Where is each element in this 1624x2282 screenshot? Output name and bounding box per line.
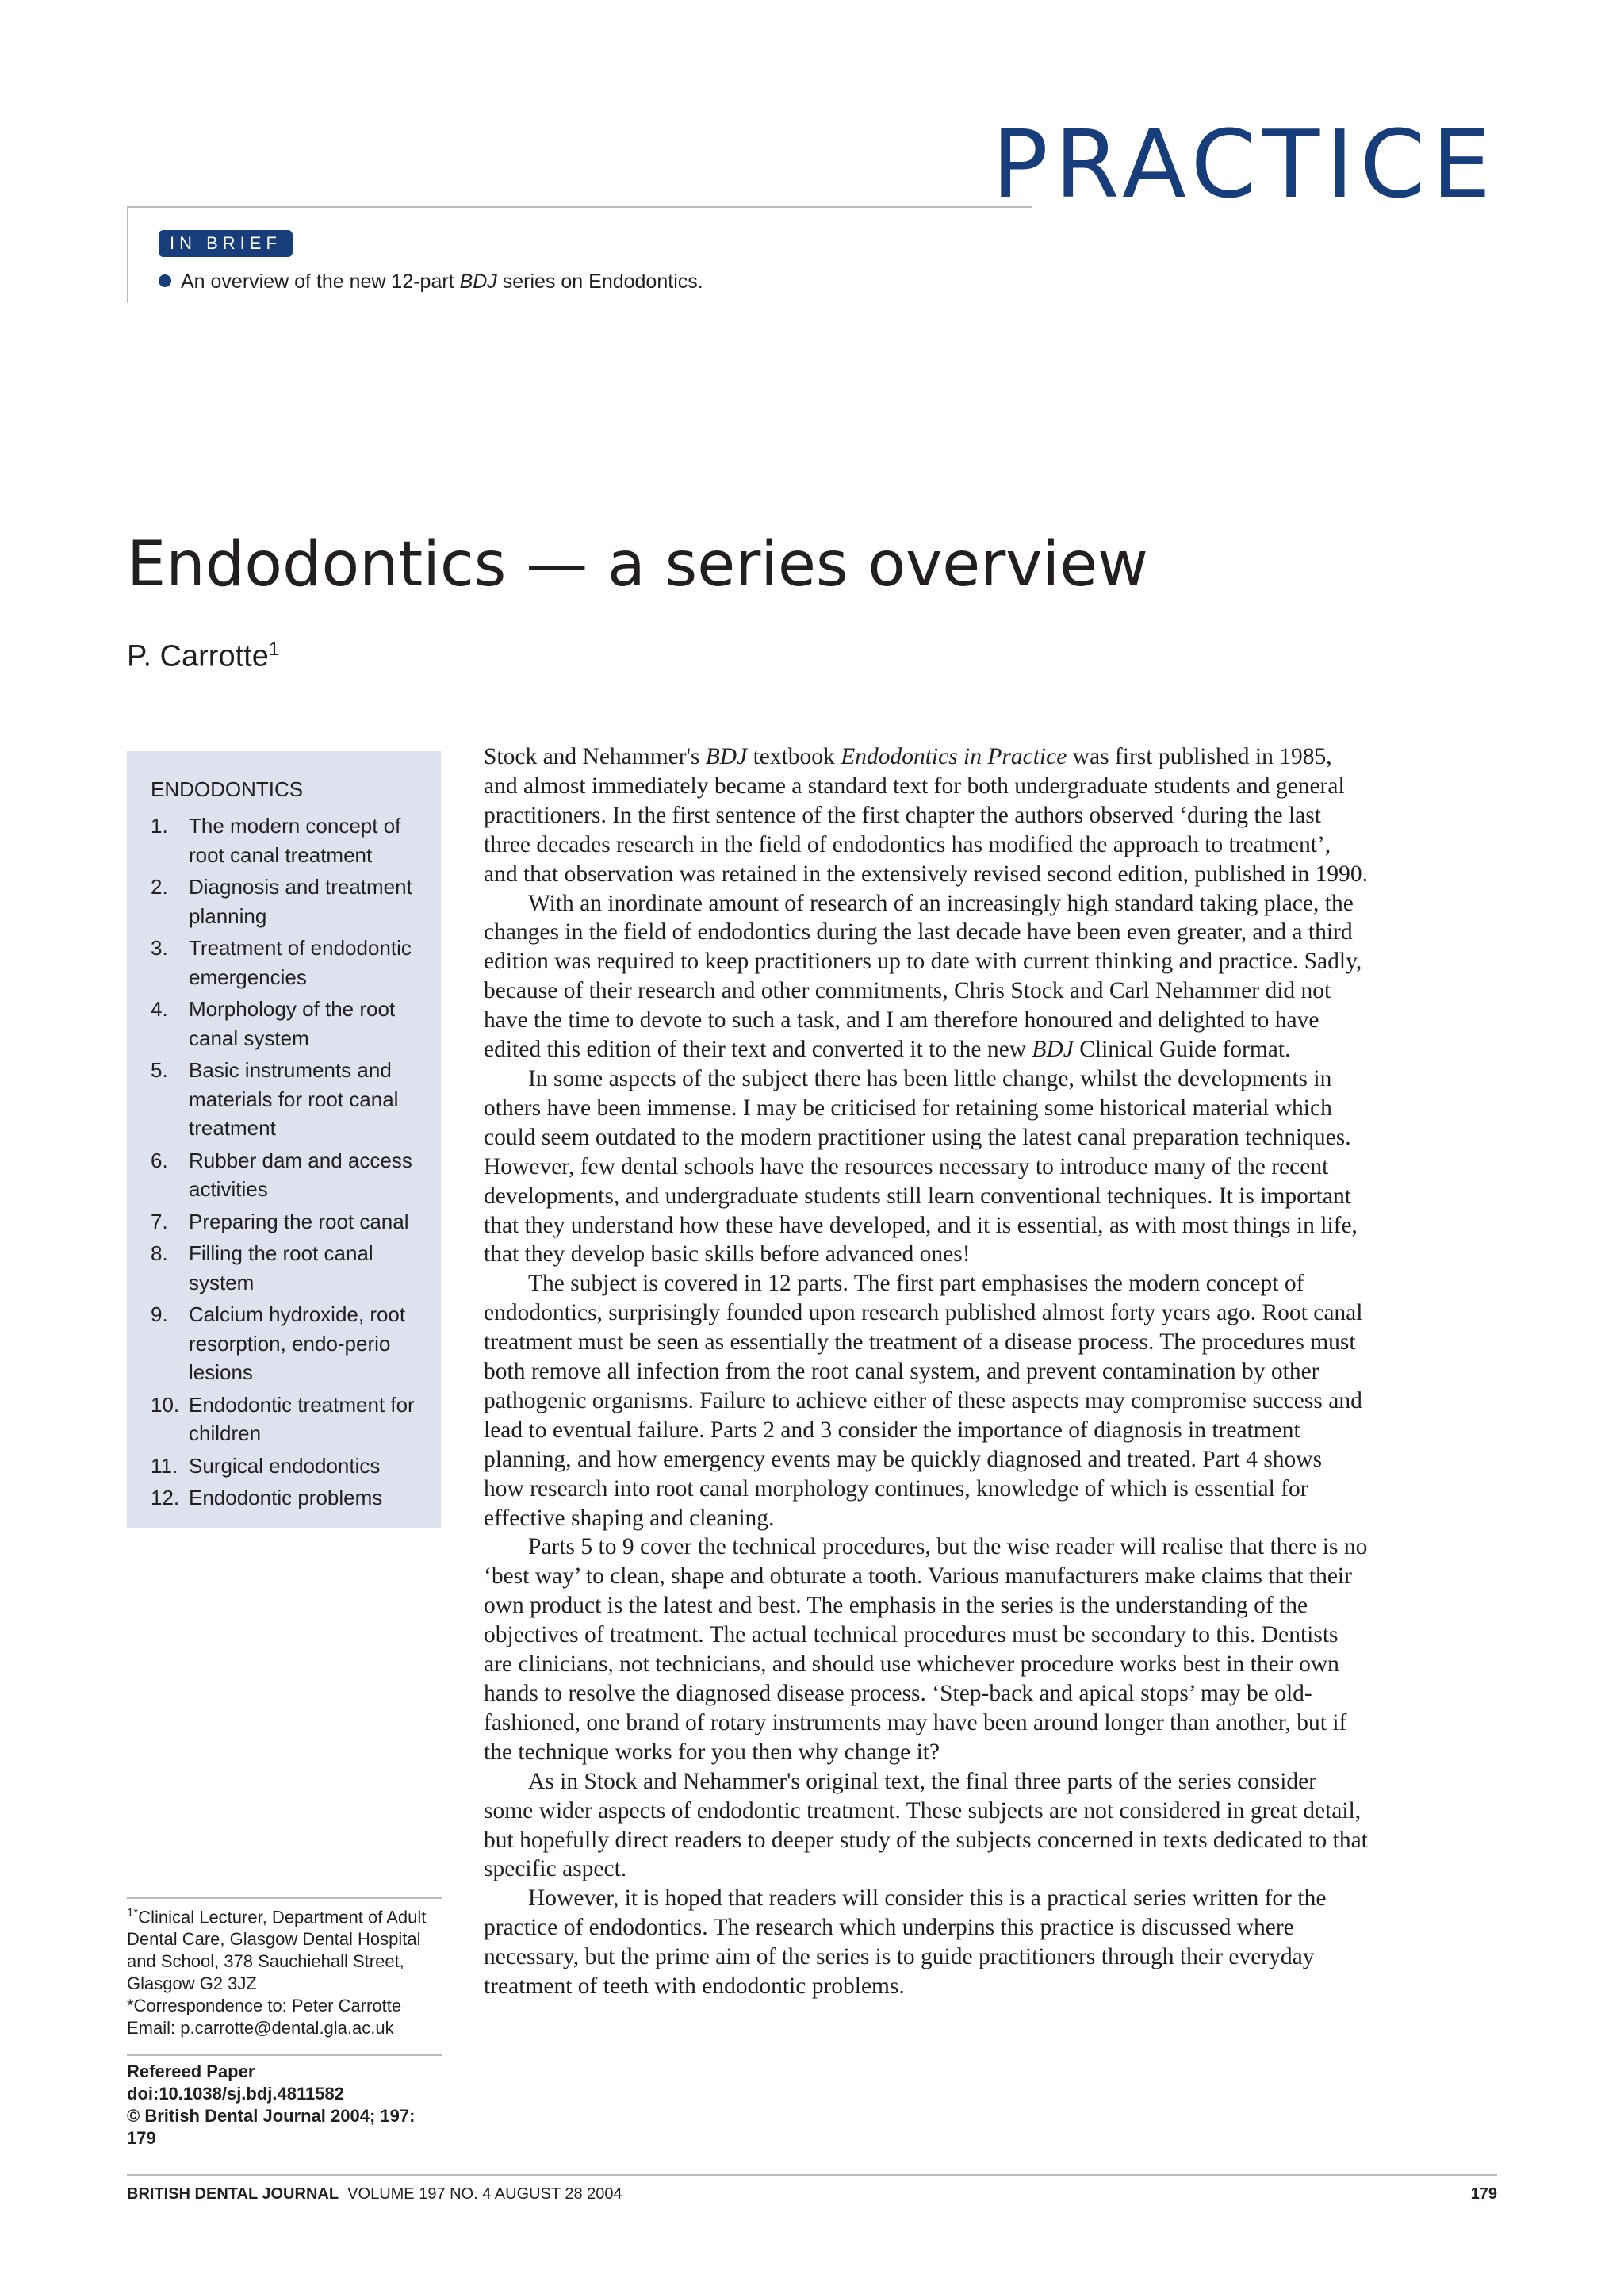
section-label: PRACTICE: [991, 109, 1497, 219]
series-item-number: 7.: [151, 1209, 168, 1233]
series-item-text: Filling the root canal system: [189, 1241, 373, 1294]
body-paragraph-5: Parts 5 to 9 cover the technical procedures, but the wise reader will realise that there is no ‘best way’ to clean, shape and obturate a tooth. Various manufacturers make claims that their own product is the latest and best. The emphasis in the series is the understanding of the objectives of treatment. The actual technical procedures must be secondary to this. Dentists are clinicians, not technicians, and should use whichever procedure works best in their own hands to resolve the diagnosed disease process. ‘Step-back and apical stops’ may be old-fashioned, one brand of rotary instruments may have been around longer than another, but if the technique works for you then why change it?: [484, 1534, 1368, 1765]
body-paragraph-4: The subject is covered in 12 parts. The first part emphasises the modern concept of endodontics, surprisingly founded upon research published almost forty years ago. Root canal treatment must be seen as essentially the treatment of a disease process. The procedures must both remove all infection from the root canal system, and prevent contamination by other pathogenic organisms. Failure to achieve either of these aspects may compromise success and lead to eventual failure. Parts 2 and 3 consider the importance of diagnosis in treatment planning, and how emergency events may be quickly diagnosed and treated. Part 4 shows how research into root canal morphology continues, knowledge of which is essential for effective shaping and cleaning.: [484, 1271, 1363, 1531]
body-paragraph-7: However, it is hoped that readers will consider this is a practical series written for the practice of endodontics. The research which underpins this practice is discussed where necessary, but the prime aim of the series is to guide practitioners through their everyday treatment of teeth with endodontic problems.: [484, 1885, 1327, 2000]
series-item: [151, 811, 427, 869]
citation-footnote: [127, 2061, 444, 2150]
series-item-number: 4.: [151, 997, 168, 1021]
series-item: [151, 1483, 427, 1513]
article-title: Endodontics — a series overview: [127, 529, 1148, 600]
in-brief-tag: IN BRIEF: [159, 230, 293, 257]
series-item: [151, 1390, 427, 1448]
series-item: [151, 995, 427, 1053]
body-text-run: textbook: [747, 744, 841, 769]
in-brief-item: [159, 268, 703, 295]
affiliation-footnote: [127, 1902, 444, 2039]
series-item: [151, 1207, 427, 1237]
correspondence-text: *Correspondence to: Peter Carrotte: [127, 1996, 402, 2016]
copyright-text: © British Dental Journal 2004; 197: 179: [127, 2106, 416, 2148]
series-item: [151, 1146, 427, 1204]
body-text-run: With an inordinate amount of research of an increasingly high standard taking place, the changes in the field of endodontics during the last decade have been even greater, and a third edition was required to keep practitioners up to date with current thinking and practice. Sadly, because of their research and other commitments, Chris Stock and Carl Nehammer did not have the time to devote to such a task, and I am therefore honoured and delighted to have edited this edition of their text and converted it to the new: [484, 890, 1362, 1063]
series-item: [151, 1239, 427, 1297]
body-text-run: Stock and Nehammer's: [484, 744, 706, 769]
author-superscript: 1: [268, 639, 280, 660]
bullet-icon: [159, 274, 171, 287]
footnote-divider-2: [127, 2054, 442, 2056]
series-item: [151, 873, 427, 930]
email-text: Email: p.carrotte@dental.gla.ac.uk: [127, 2018, 394, 2038]
series-item-text: Treatment of endodontic emergencies: [189, 936, 412, 989]
series-item-number: 8.: [151, 1241, 168, 1265]
in-brief-prefix: An overview of the new 12-part: [181, 270, 460, 293]
series-item-text: Endodontic problems: [189, 1486, 383, 1509]
series-item-text: Rubber dam and access activities: [189, 1148, 412, 1201]
series-item-number: 1.: [151, 814, 168, 838]
series-item: [151, 1452, 427, 1481]
series-item: [151, 934, 427, 991]
series-item-text: Calcium hydroxide, root resorption, endo-perio lesions: [189, 1302, 406, 1384]
in-brief-suffix: series on Endodontics.: [496, 270, 703, 293]
article-body: [484, 742, 1368, 2001]
series-item-number: 9.: [151, 1302, 168, 1326]
footer-volume: VOLUME 197 NO. 4 AUGUST 28 2004: [347, 2185, 622, 2203]
body-paragraph-3: In some aspects of the subject there has been little change, whilst the developments in others have been immense. I may be criticised for retaining some historical material which could seem outdated to the modern practitioner using the latest canal preparation techniques. However, few dental schools have the resources necessary to introduce many of the recent developments, and undergraduate students still learn conventional techniques. It is important that they understand how these have developed, and it is essential, as with most things in life, that they develop basic skills before advanced ones!: [484, 1065, 1358, 1268]
footnote-divider: [127, 1897, 442, 1899]
series-item-text: Surgical endodontics: [189, 1453, 381, 1478]
series-item-number: 2.: [151, 875, 168, 899]
series-item-text: The modern concept of root canal treatment: [189, 814, 401, 867]
series-item-text: Diagnosis and treatment planning: [189, 875, 412, 928]
sidebar-heading: ENDODONTICS: [151, 777, 304, 801]
footer-journal: BRITISH DENTAL JOURNAL: [127, 2185, 339, 2203]
series-item: [151, 1056, 427, 1143]
series-item-text: Preparing the root canal: [189, 1209, 409, 1233]
series-item-number: 12.: [151, 1486, 180, 1509]
body-italic-run: Endodontics in Practice: [841, 744, 1067, 769]
series-item-text: Endodontic treatment for children: [189, 1392, 415, 1445]
refereed-label: Refereed Paper: [127, 2061, 255, 2081]
author-line: [127, 630, 279, 677]
footer-citation: [127, 2183, 622, 2205]
author-name: P. Carrotte: [127, 639, 269, 673]
series-item-number: 11.: [151, 1453, 178, 1478]
affiliation-text: Clinical Lecturer, Department of Adult Dental Care, Glasgow Dental Hospital and School, 378 Sauchiehall Street, Glasgow G2 3JZ: [127, 1907, 427, 1994]
body-italic-run: BDJ: [705, 744, 748, 769]
body-text-run: was first published in 1985, and almost immediately became a standard text for both undergraduate students and general practitioners. In the first sentence of the first chapter the authors observed ‘during the last three decades research in the field of endodontics has modified the approach to treatment’, and that observation was retained in the extensively revised second edition, published in 1990.: [484, 744, 1368, 887]
series-item-number: 6.: [151, 1148, 168, 1172]
series-item-number: 5.: [151, 1058, 168, 1082]
body-paragraph-2: [484, 889, 1368, 1064]
in-brief-italic: BDJ: [459, 270, 497, 293]
series-sidebar: [127, 751, 441, 1528]
body-paragraph-1: [484, 742, 1368, 889]
doi-text: doi:10.1038/sj.bdj.4811582: [127, 2084, 344, 2104]
page-number: 179: [1470, 2185, 1497, 2203]
series-list: [151, 811, 427, 1513]
body-paragraph-6: As in Stock and Nehammer's original text, the final three parts of the series consider some wider aspects of endodontic treatment. These subjects are not considered in great detail, but hopefully direct readers to deeper study of the subjects concerned in texts dedicated to that specific aspect.: [484, 1768, 1368, 1882]
affiliation-superscript: 1*: [127, 1906, 139, 1920]
footer-divider: [127, 2174, 1497, 2176]
series-item-text: Morphology of the root canal system: [189, 997, 396, 1050]
series-item: [151, 1300, 427, 1387]
series-item-number: 3.: [151, 936, 168, 960]
body-italic-run: BDJ: [1032, 1037, 1074, 1063]
series-item-number: 10.: [151, 1392, 180, 1417]
series-item-text: Basic instruments and materials for root canal treatment: [189, 1058, 399, 1140]
body-text-run: Clinical Guide format.: [1073, 1037, 1291, 1063]
